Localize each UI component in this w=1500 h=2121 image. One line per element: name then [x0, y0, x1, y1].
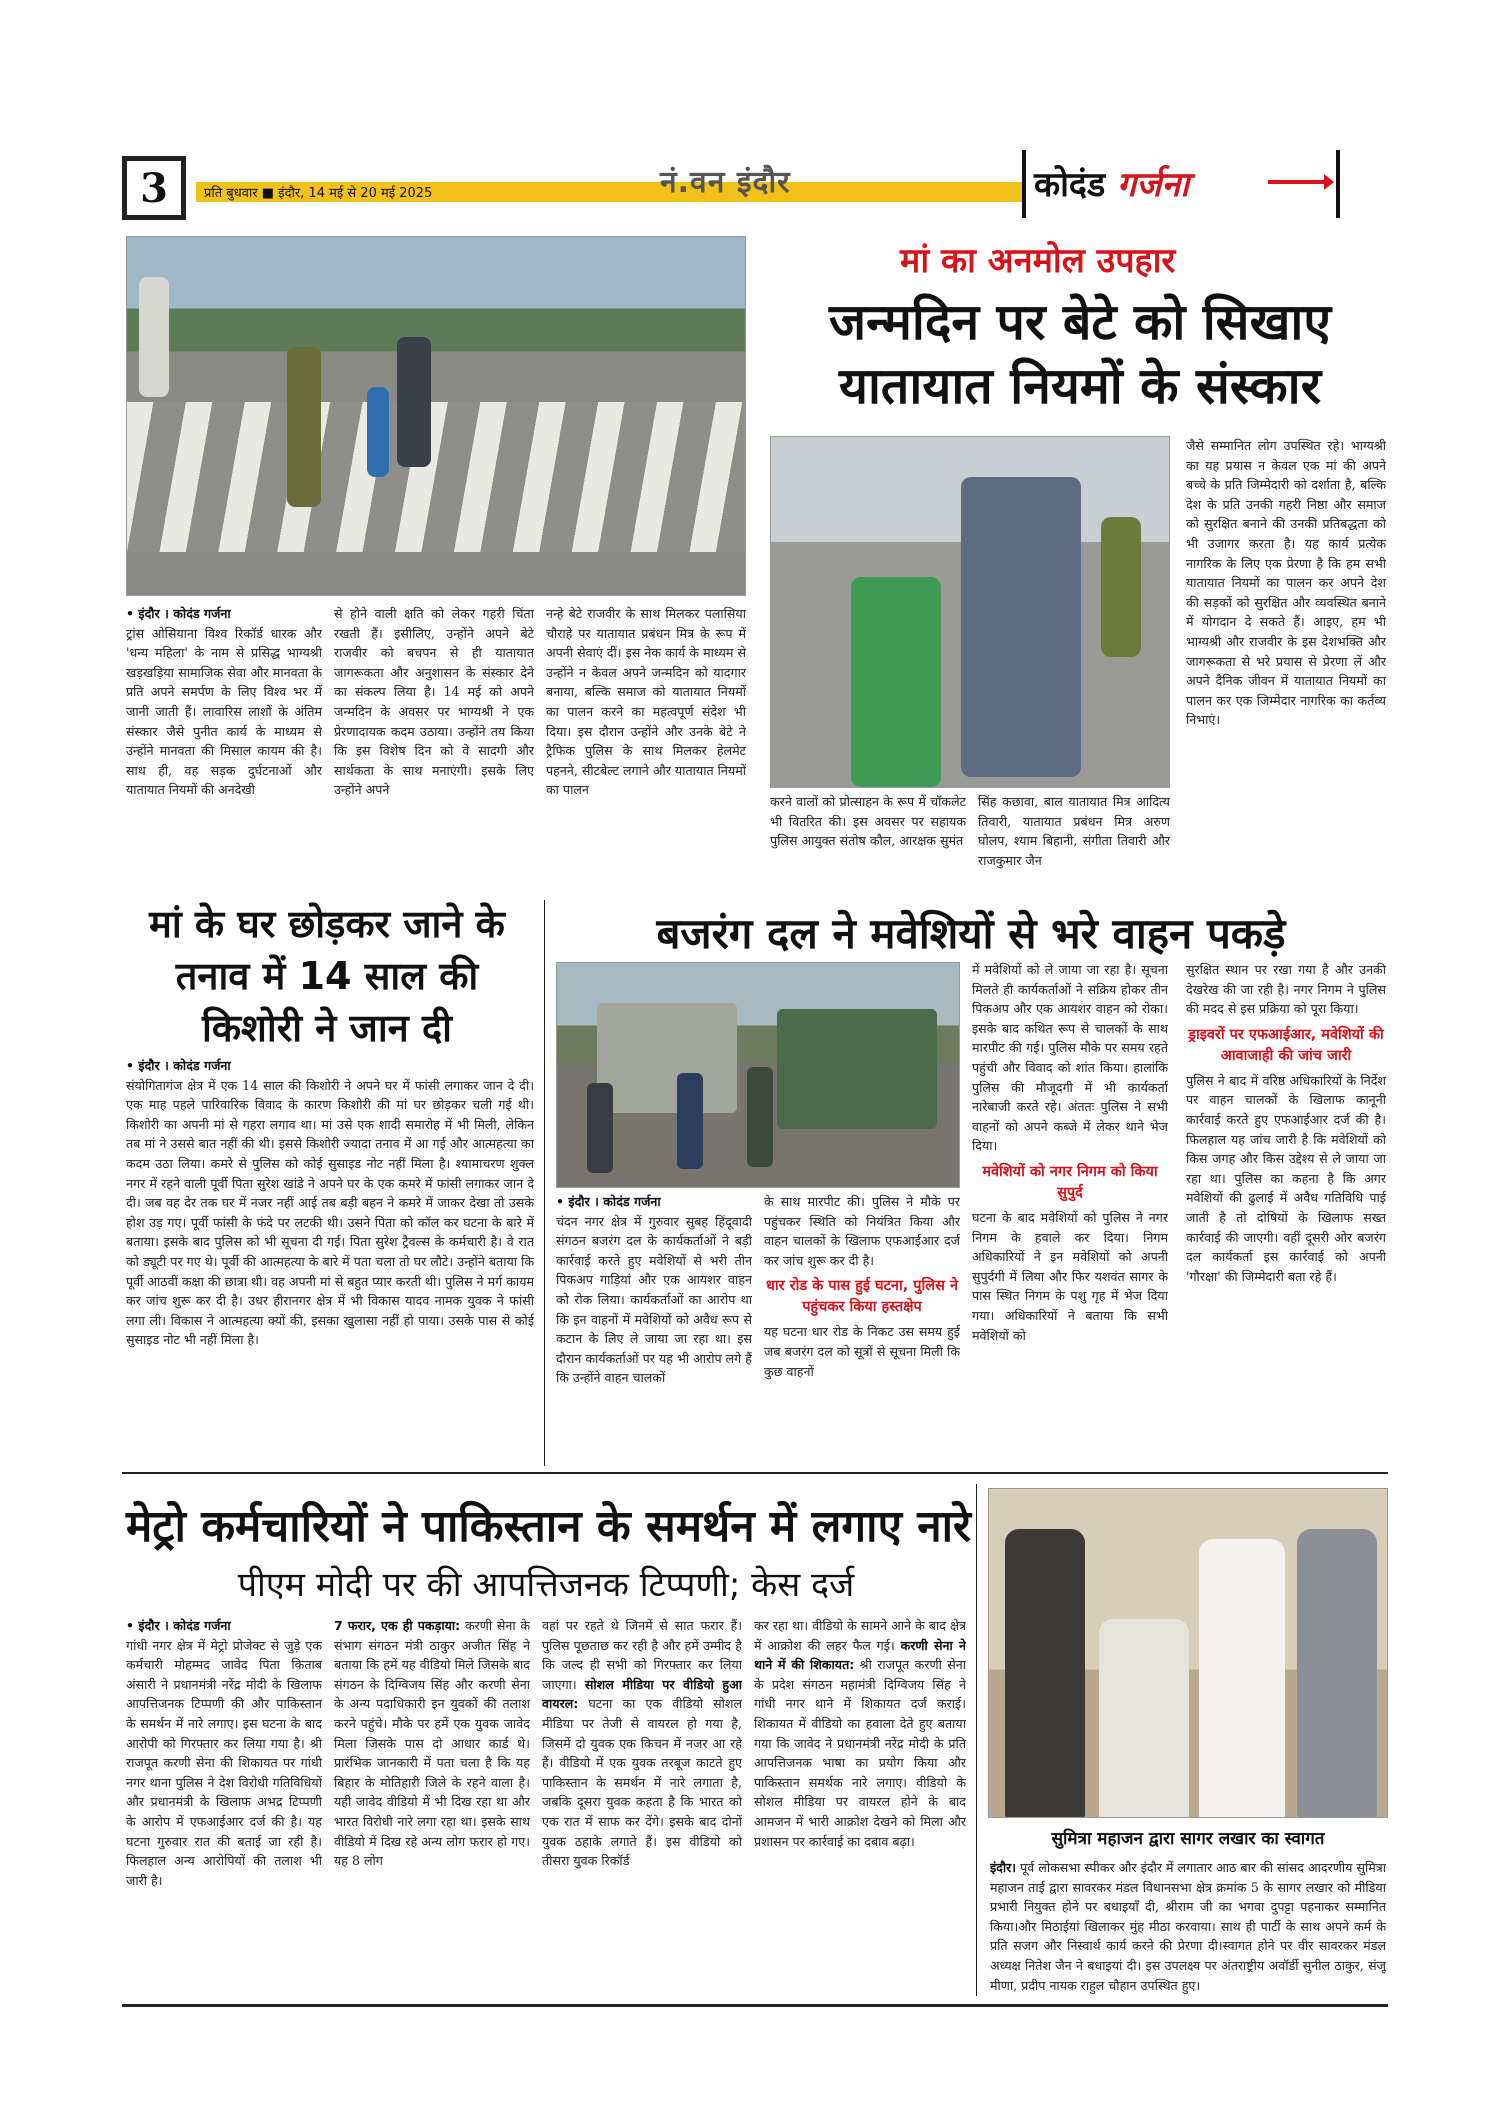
story4-column-4	[754, 1616, 966, 1996]
felicitation-photo	[988, 1488, 1388, 1818]
masthead-divider	[1336, 150, 1340, 218]
person-figure	[1099, 1619, 1189, 1818]
zebra-crossing	[127, 402, 745, 552]
story2-byline: • इंदौर । कोदंड गर्जना	[126, 1058, 231, 1073]
edition-name: नं.वन इंदौर	[660, 165, 791, 200]
story3-text-1: चंदन नगर क्षेत्र में गुरुवार सुबह हिंदूवादी संगठन बजरंग दल के कार्यकर्ताओं ने बड़ी कार्रवाई करते हुए मवेशियों से भरी तीन पिकअप गाड़ियां और एक आयशर वाहन को रोक लिया। कार्यकर्ताओं का आरोप था कि इन वाहनों में मवेशियों को अवैध रूप से कटान के लिए ले जाया जा रहा था। इस दौरान कार्यकर्ताओं पर यह भी आरोप लगे हैं कि उन्होंने वाहन चालकों	[556, 1213, 752, 1386]
story4-text-3b: घटना का एक वीडियो सोशल मीडिया पर तेजी से वायरल हो गया है, जिसमें दो युवक एक किचन में नजर आ रहे हैं। वीडियो में एक युवक तरबूज काटते हुए पाकिस्तान के समर्थन में नारे लगाता है, जबकि दूसरा युवक कहता है कि भारत को एक रात में साफ कर देंगे। इसके बाद दोनों युवक ठहाके लगाते हैं। इस वीडियो को तीसरा युवक रिकॉर्ड	[542, 1696, 742, 1869]
story1-column-1	[126, 604, 322, 880]
story4-subheading-2: सोशल मीडिया पर वीडियो हुआ वायरल:	[542, 1676, 742, 1712]
story1-headline-line1: जन्मदिन पर बेटे को सिखाए	[829, 293, 1331, 351]
person-figure	[747, 1067, 773, 1167]
story4-text-2: करणी सेना के संभाग संगठन मंत्री ठाकुर अजीत सिंह ने बताया कि हमें यह वीडियो मिले जिसके बाद संगठन के दिग्विजय सिंह और करणी सेना के अन्य पदाधिकारी इन युवकों की तलाश करने पहुंचे। मौके पर हमें एक युवक जावेद मिला जिसके पास दो आधार कार्ड थे। प्रारंभिक जानकारी में पता चला है कि यह बिहार के मोतिहारी जिले के रहने वाला है। यही जावेद वीडियो में भी दिख रहा था और भारत विरोधी नारे लगा रहा था। इसके साथ वीडियो में दिख रहे अन्य लोग फरार हो गए। यह 8 लोग	[334, 1618, 530, 1869]
story1-text-4: करने वालों को प्रोत्साहन के रूप में चॉकलेट भी वितरित की। इस अवसर पर सहायक पुलिस आयुक्त संतोष कौल, आरक्षक सुमंत	[770, 794, 966, 849]
story1-text-1: ट्रांस ओसियाना विश्व रिकॉर्ड धारक और 'धन्य महिला' के नाम से प्रसिद्ध भाग्यश्री खड़खड़िया सामाजिक सेवा और मानवता के प्रति अपने समर्पण के लिए विश्व भर में जानी जाती हैं। लावारिस लाशों के अंतिम संस्कार जैसे पुनीत कार्य के माध्यम से उन्होंने मानवता की मिसाल कायम की है। साथ ही, वह सड़क दुर्घटनाओं और यातायात नियमों की अनदेखी	[126, 625, 322, 798]
story4-column-2	[334, 1616, 530, 1996]
traffic-officer-figure	[1101, 517, 1141, 657]
cattle-vehicle-photo	[556, 962, 960, 1188]
story4-subheading-1: 7 फरार, एक ही पकड़ाया:	[334, 1618, 461, 1633]
section-rule	[122, 1472, 1388, 1474]
story3-column-2	[764, 1192, 960, 1466]
story4-byline: • इंदौर । कोदंड गर्जना	[126, 1618, 231, 1633]
story2-text: संयोगितागंज क्षेत्र में एक 14 साल की किशोरी ने अपने घर में फांसी लगाकर जान दे दी। एक माह पहले पारिवारिक विवाद के कारण किशोरी की मां घर छोड़कर चली गई थी। किशोरी का अपनी मां से गहरा लगाव था। मां उसे एक शादी समारोह में भी मिली, लेकिन तब मां ने उससे बात नहीं की थी। इससे किशोरी ज्यादा तनाव में आ गई और आत्महत्या का कदम उठा लिया। कमरे से पुलिस को कोई सुसाइड नोट नहीं मिला है। श्यामाचरण शुक्ल नगर में रहने वाली पूर्वी पिता सुरेश खांडे ने अपने घर के एक कमरे में फांसी लगाकर जान दे दी। जब वह देर तक घर में नजर नहीं आई तब बड़ी बहन ने कमरे में जाकर देखा तो उसके होश उड़ गए। पूर्वी फांसी के फंदे पर लटकी थी। उसने पिता को कॉल कर घटना के बारे में बताया। इसके बाद पुलिस को भी सूचना दी गई। पिता सुरेश ट्रैवल्स के कर्मचारी है। वे रात को ड्यूटी पर गए थे। पूर्वी की आत्महत्या के बारे में पता चला तो घर लौटे। उन्होंने बताया कि पूर्वी आठवीं कक्षा की छात्रा थी। वह अपनी मां से बहुत प्यार करती थी। पुलिस ने मर्ग कायम कर जांच शुरू कर दी है। उधर हीरानगर क्षेत्र में भी विकास यादव नामक युवक ने फांसी लगा ली। विकास ने आत्महत्या क्यों की, इसका खुलासा नहीं हो पाया। उसके पास से कोई सुसाइड नोट भी नहीं मिला है।	[126, 1077, 534, 1348]
story1-text-3: नन्हे बेटे राजवीर के साथ मिलकर पलासिया चौराहे पर यातायात प्रबंधन मित्र के रूप में अपनी सेवाएं दीं। इस नेक कार्य के माध्यम से उन्होंने न केवल अपने जन्मदिन को यादगार बनाया, बल्कि समाज को यातायात नियमों का पालन करने का महत्वपूर्ण संदेश भी दिया। इस दौरान उन्होंने और उनके बेटे ने ट्रैफिक पुलिस के साथ मिलकर हेलमेट पहनने, सीटबेल्ट लगाने और यातायात नियमों का पालन	[546, 606, 746, 798]
woman-figure	[397, 337, 431, 467]
story5-lead: इंदौर।	[990, 1860, 1017, 1875]
story3-column-4	[1186, 960, 1386, 1466]
person-figure	[1297, 1529, 1377, 1818]
person-figure	[587, 1083, 613, 1173]
story4-subheadline: पीएम मोदी पर की आपत्तिजनक टिप्पणी; केस दर्ज	[237, 1565, 855, 1605]
story4-subheading-3: करणी सेना ने थाने में की शिकायत:	[754, 1637, 966, 1673]
woman-figure	[961, 477, 1081, 777]
story3-subheading-3: ड्राइवरों पर एफआईआर, मवेशियों की आवाजाही की जांच जारी	[1188, 1026, 1384, 1064]
story3-text-3b: घटना के बाद मवेशियों को पुलिस ने नगर निगम के हवाले कर दिया। निगम अधिकारियों ने इन मवेशियों को अपनी सुपुर्दगी में लिया और फिर यशवंत सागर के पास स्थित निगम के पशु गृह में भेज दिया गया। अधिकारियों ने बताया कि सभी मवेशियों को	[972, 1209, 1168, 1343]
story2-headline: मां के घर छोड़कर जाने के तनाव में 14 साल की किशोरी ने जान दी	[149, 902, 505, 1050]
column-rule	[544, 900, 545, 1466]
masthead-logo	[1034, 160, 1189, 206]
person-figure	[1199, 1539, 1285, 1818]
story1-kicker: मां का अनमोल उपहार	[900, 241, 1176, 281]
story1-text-6: जैसे सम्मानित लोग उपस्थित रहे। भाग्यश्री का यह प्रयास न केवल एक मां की अपने बच्चे के प्रति जिम्मेदारी को दर्शाता है, बल्कि देश के प्रति उनकी गहरी निष्ठा और समाज को सुरक्षित बनाने की उनकी प्रतिबद्धता को भी उजागर करता है। यह कार्य प्रत्येक नागरिक के लिए एक प्रेरणा है कि हम सभी यातायात नियमों का पालन कर अपने देश की सड़कों को सुरक्षित और व्यवस्थित बनाने में योगदान दे सकते हैं। आइए, हम भी भाग्यश्री और राजवीर के इस देशभक्ति और जागरूकता से भरे प्रयास से प्रेरणा लें और अपने दैनिक जीवन में यातायात नियमों का पालन कर एक जिम्मेदार नागरिक का कर्तव्य निभाएं।	[1186, 438, 1386, 728]
story1-column-3	[546, 604, 746, 880]
truck-figure	[777, 1009, 937, 1129]
story1-headline-line2: यातायात नियमों के संस्कार	[838, 357, 1322, 415]
masthead-part2: गर्जना	[1117, 165, 1190, 205]
traffic-officer-figure	[287, 347, 321, 507]
child-figure	[367, 387, 389, 477]
story1-column-5	[978, 792, 1170, 880]
story3-headline: बजरंग दल ने मवेशियों से भरे वाहन पकड़े	[656, 909, 1286, 958]
column-rule	[976, 1484, 977, 1996]
truck-figure	[597, 1003, 737, 1113]
page-number: 3	[122, 156, 186, 220]
masthead-arrow-icon	[1268, 180, 1328, 184]
story4-column-3	[542, 1616, 742, 1996]
story3-text-3a: में मवेशियों को ले जाया जा रहा है। सूचना मिलते ही कार्यकर्ताओं ने सक्रिय होकर तीन पिकअप और एक आयशर वाहन को रोका। इसके बाद कथित रूप से चालकों के साथ मारपीट की गई। पुलिस मौके पर समय रहते पहुंची और विवाद को शांत किया। हालांकि पुलिस की मौजूदगी में भी कार्यकर्ता नारेबाजी करते रहे। अंततः पुलिस ने सभी वाहनों को अपने कब्जे में लेकर थाने भेज दिया।	[972, 962, 1168, 1154]
story1-text-2: से होने वाली क्षति को लेकर गहरी चिंता रखती हैं। इसीलिए, उन्होंने अपने बेटे राजवीर को बचपन से ही यातायात जागरूकता और अनुशासन के संस्कार देने का संकल्प लिया है। 14 मई को अपने जन्मदिन के अवसर पर भाग्यश्री ने एक प्रेरणादायक कदम उठाया। उन्होंने तय किया कि इस विशेष दिन को वे सादगी और सार्थकता के साथ मनाएंगी। इसके लिए उन्होंने अपने	[334, 606, 534, 798]
story3-text-2b: यह घटना धार रोड के निकट उस समय हुई जब बजरंग दल को सूत्रों से सूचना मिली कि कुछ वाहनों	[764, 1324, 960, 1379]
story1-column-4	[770, 792, 966, 880]
story4-column-1	[126, 1616, 322, 1996]
story4-text-1: गांधी नगर क्षेत्र में मेट्रो प्रोजेक्ट से जुड़े एक कर्मचारी मोहम्मद जावेद पिता किताब अंसारी ने प्रधानमंत्री नरेंद्र मोदी के खिलाफ आपत्तिजनक टिप्पणी की और पाकिस्तान के समर्थन में नारे लगाए। इस घटना के बाद आरोपी को गिरफ्तार कर लिया गया है। श्री राजपूत करणी सेना की शिकायत पर गांधी नगर थाना पुलिस ने देश विरोधी गतिविधियों और प्रधानमंत्री के खिलाफ अभद्र टिप्पणी के आरोप में एफआईआर दर्ज की है। यह घटना गुरुवार रात की बताई जा रही है। फिलहाल अन्य आरोपियों की तलाश भी जारी है।	[126, 1637, 322, 1888]
story3-text-4b: पुलिस ने बाद में वरिष्ठ अधिकारियों के निर्देश पर वाहन चालकों के खिलाफ कानूनी कार्रवाई करते हुए एफआईआर दर्ज की है। फिलहाल यह जांच जारी है कि मवेशियों को किस जगह और किस उद्देश्य से ले जाया जा रहा था। पुलिस का कहना है कि अगर मवेशियों की ढुलाई में अवैध गतिविधि पाई जाती है तो दोषियों के खिलाफ सख्त कार्रवाई की जाएगी। वहीं दूसरी ओर बजरंग दल कार्यकर्ता इस कार्रवाई को अपनी 'गौरक्षा' की जिम्मेदारी बता रहे हैं।	[1186, 1072, 1386, 1284]
masthead-divider	[1022, 150, 1026, 218]
header-band	[196, 182, 1022, 202]
story5-text: पूर्व लोकसभा स्पीकर और इंदौर में लगातार आठ बार की सांसद आदरणीय सुमित्रा महाजन ताई द्वारा सावरकर मंडल विधानसभा क्षेत्र क्रमांक 5 के सागर लखार को मीडिया प्रभारी नियुक्त होने पर बधाइयाँ दी, श्रीराम जी का भगवा दुपट्टा पहनाकर सम्मानित किया।और मिठाईयां खिलाकर मुंह मीठा करवाया। साथ ही पार्टी के साथ अपने कर्म के प्रति सजग और निस्वार्थ कार्य करने की प्रेरणा दी।स्वागत होने पर वीर सावरकर मंडल अध्यक्ष नितेश जैन ने बधाइयां दी। इस उपलक्ष्य पर अंतराष्ट्रीय अवॉर्डी सुनील ठाकुर, संजू मीणा, प्रदीप नायक राहुल चौहान उपस्थित हुए।	[990, 1860, 1386, 1993]
story3-subheading-2: मवेशियों को नगर निगम को किया सुपुर्द	[982, 1163, 1158, 1201]
story1-text-5: सिंह कछावा, बाल यातायात मित्र आदित्य तिवारी, यातायात प्रबंधन मित्र अरुण घोलप, श्याम बिहानी, संगीता तिवारी और राजकुमार जैन	[978, 794, 1170, 868]
masthead-part1: कोदंड	[1034, 165, 1106, 205]
story5-body	[990, 1858, 1386, 1996]
traffic-crossing-photo	[126, 236, 746, 596]
story3-text-4a: सुरक्षित स्थान पर रखा गया है और उनकी देखरेख की जा रही है। नगर निगम ने पुलिस की मदद से इस प्रक्रिया को पूरा किया।	[1186, 962, 1386, 1017]
story3-text-2a: के साथ मारपीट की। पुलिस ने मौके पर पहुंचकर स्थिति को नियंत्रित किया और वाहन चालकों के खिलाफ एफआईआर दर्ज कर जांच शुरू कर दी है।	[764, 1194, 960, 1268]
child-figure	[851, 577, 941, 787]
story4-headline: मेट्रो कर्मचारियों ने पाकिस्तान के समर्थन में लगाए नारे	[126, 1501, 972, 1552]
story3-byline: • इंदौर । कोदंड गर्जना	[556, 1194, 661, 1209]
dateline: प्रति बुधवार ■ इंदौर, 14 मई से 20 मई 2025	[204, 186, 433, 201]
person-figure	[677, 1073, 703, 1169]
footer-rule	[122, 2004, 1388, 2007]
story3-column-1	[556, 1192, 752, 1466]
photo-caption: सुमित्रा महाजन द्वारा सागर लखार का स्वागत	[1051, 1829, 1325, 1849]
bystander-figure	[139, 277, 169, 397]
person-figure	[1005, 1529, 1085, 1818]
story1-byline: • इंदौर । कोदंड गर्जना	[126, 606, 231, 621]
story2-body	[126, 1056, 534, 1466]
child-traffic-photo	[770, 436, 1170, 788]
story1-column-2	[334, 604, 534, 880]
story1-headline	[770, 290, 1390, 418]
story3-column-3	[972, 960, 1168, 1466]
story4-text-4b: श्री राजपूत करणी सेना के प्रदेश संगठन महामंत्री दिग्विजय सिंह ने गांधी नगर थाने में शिकायत दर्ज कराई। शिकायत में वीडियो का हवाला देते हुए बताया गया कि जावेद ने प्रधानमंत्री नरेंद्र मोदी के प्रति आपत्तिजनक भाषा का प्रयोग किया और पाकिस्तान समर्थक नारे लगाए। वीडियो के सोशल मीडिया पर वायरल होने के बाद आमजन में भारी आक्रोश देखने को मिला और प्रशासन पर कार्रवाई का दबाव बढ़ा।	[754, 1657, 966, 1849]
story1-column-6	[1186, 436, 1386, 880]
story4-text-3a: वहां पर रहते थे जिनमें से सात फरार हैं। पुलिस पूछताछ कर रही है और हमें उम्मीद है कि जल्द ही सभी को गिरफ्तार कर लिया जाएगा।	[542, 1618, 742, 1692]
story4-text-4a: कर रहा था। वीडियो के सामने आने के बाद क्षेत्र में आक्रोश की लहर फैल गई।	[754, 1618, 966, 1653]
story3-subheading-1: धार रोड के पास हुई घटना, पुलिस ने पहुंचकर किया हस्तक्षेप	[766, 1278, 958, 1316]
